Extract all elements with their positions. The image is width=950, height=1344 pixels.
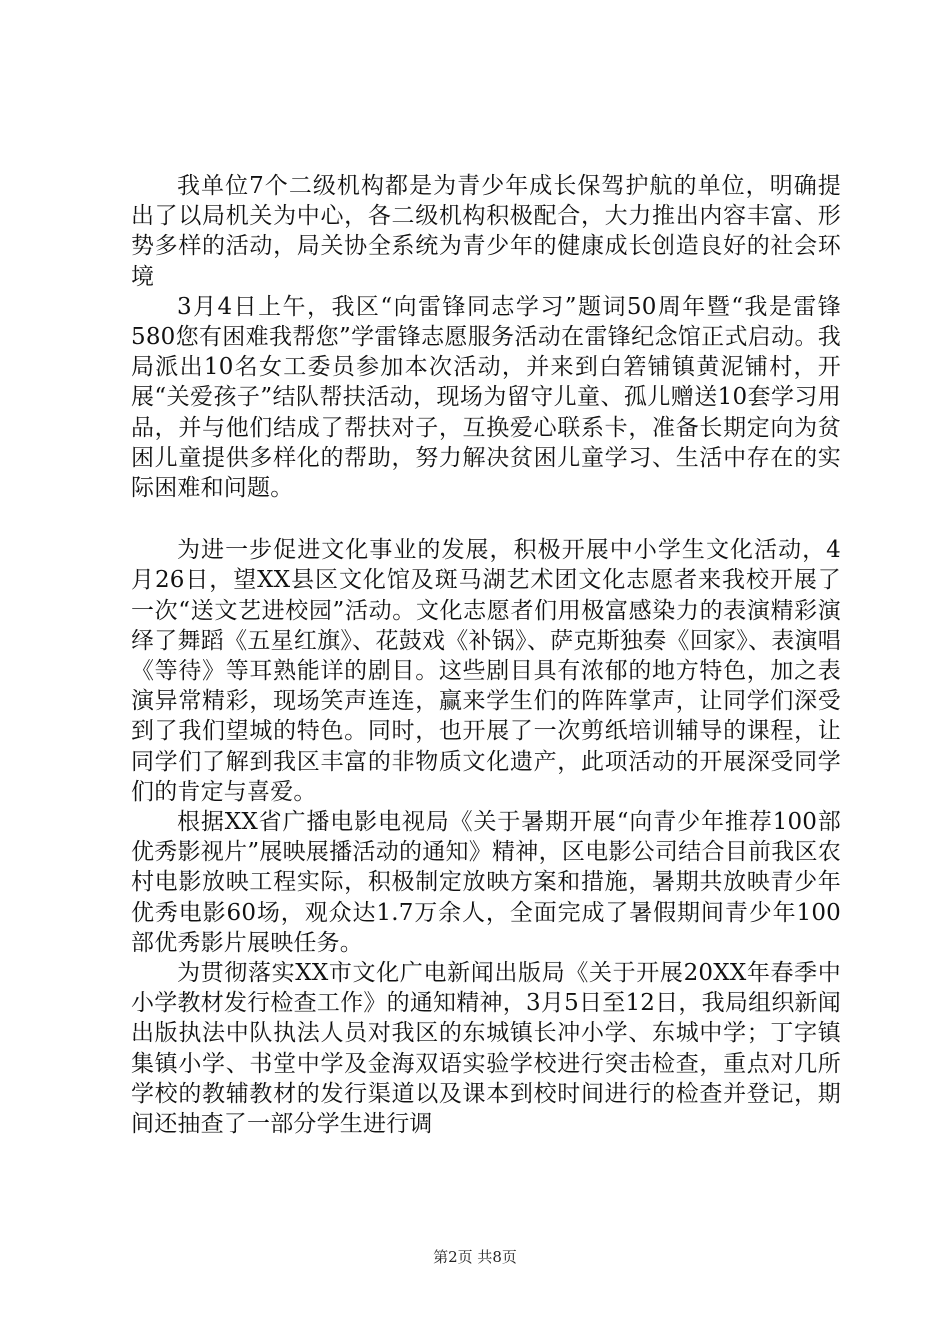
page-footer: 第2页 共8页 bbox=[433, 1248, 517, 1266]
paragraph-3: 为进一步促进文化事业的发展，积极开展中小学生文化活动，4月26日，望XX县区文化馆及斑马湖艺术团文化志愿者来我校开展了一次“送文艺进校园”活动。文化志愿者们用极富感染力的表演精彩演绎了舞蹈《五星红旗》、花鼓戏《补锅》、萨克斯独奏《回家》、表演唱《等待》等耳熟能详的剧目。这些剧目具有浓郁的地方特色，加之表演异常精彩，现场笑声连连，赢来学生们的阵阵掌声，让同学们深受到了我们望城的特色。同时，也开展了一次剪纸培训辅导的课程，让同学们了解到我区丰富的非物质文化遗产，此项活动的开展深受同学们的肯定与喜爱。 bbox=[131, 537, 841, 805]
paragraph-1: 我单位7个二级机构都是为青少年成长保驾护航的单位，明确提出了以局机关为中心，各二级机构积极配合，大力推出内容丰富、形势多样的活动，局关协全系统为青少年的健康成长创造良好的社会环境 bbox=[131, 173, 841, 290]
paragraph-2: 3月4日上午，我区“向雷锋同志学习”题词50周年暨“我是雷锋580您有困难我帮您”学雷锋志愿服务活动在雷锋纪念馆正式启动。我局派出10名女工委员参加本次活动，并来到白箬铺镇黄泥铺村，开展“关爱孩子”结队帮扶活动，现场为留守儿童、孤儿赠送10套学习用品，并与他们结成了帮扶对子，互换爱心联系卡，准备长期定向为贫困儿童提供多样化的帮助，努力解决贫困儿童学习、生活中存在的实际困难和问题。 bbox=[131, 293, 841, 502]
document-body bbox=[131, 171, 841, 1139]
paragraph-5: 为贯彻落实XX市文化广电新闻出版局《关于开展20XX年春季中小学教材发行检查工作》的通知精神，3月5日至12日，我局组织新闻出版执法中队执法人员对我区的东城镇长冲小学、东城中学；丁字镇集镇小学、书堂中学及金海双语实验学校进行突击检查，重点对几所学校的教辅教材的发行渠道以及课本到校时间进行的检查并登记，期间还抽查了一部分学生进行调 bbox=[131, 960, 841, 1138]
paragraph-4: 根据XX省广播电影电视局《关于暑期开展“向青少年推荐100部优秀影视片”展映展播活动的通知》精神，区电影公司结合目前我区农村电影放映工程实际，积极制定放映方案和措施，暑期共放映青少年优秀电影60场，观众达1.7万余人，全面完成了暑假期间青少年100部优秀影片展映任务。 bbox=[131, 809, 841, 956]
